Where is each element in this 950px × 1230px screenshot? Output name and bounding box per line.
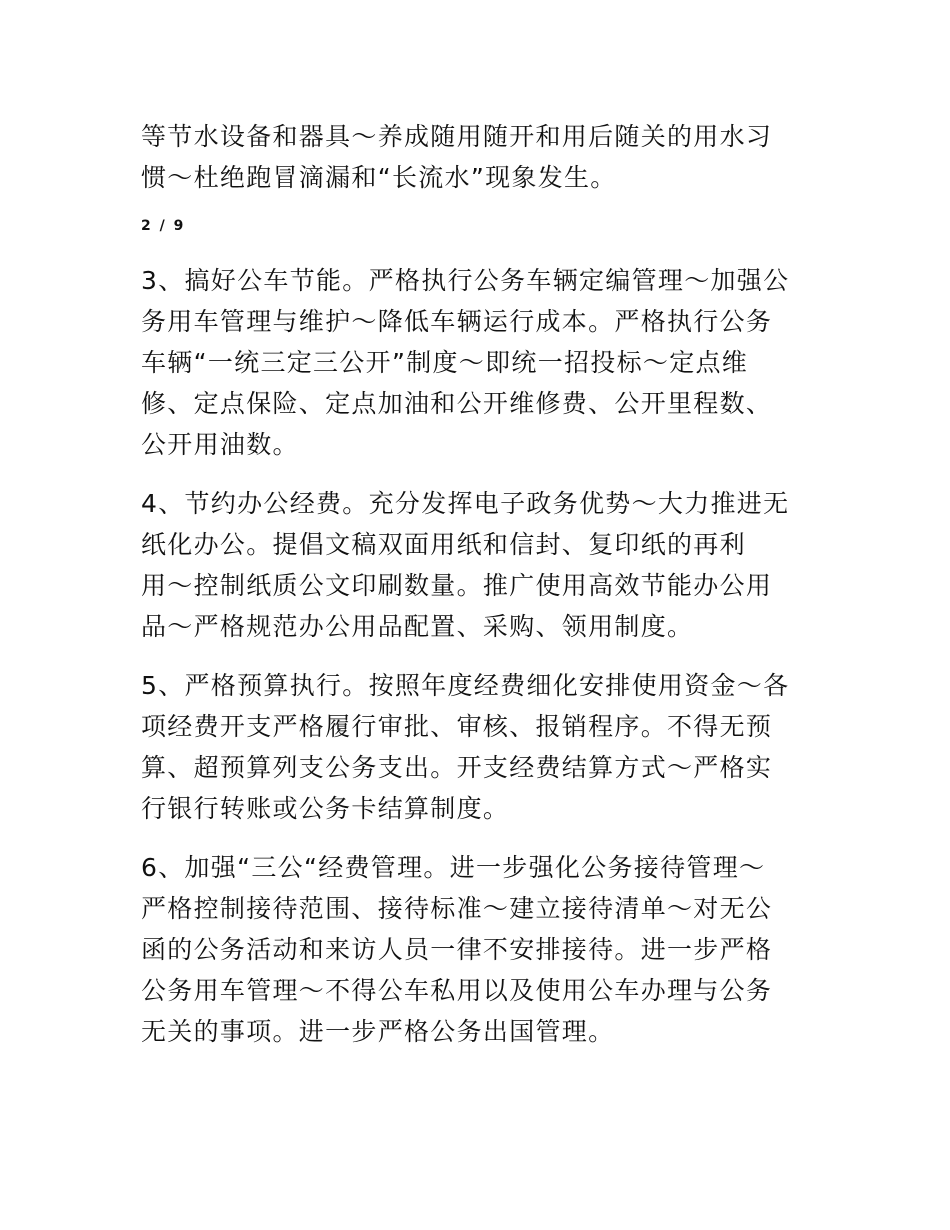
intro-line: 等节水设备和器具～养成随用随开和用后随关的用水习 bbox=[141, 122, 773, 151]
intro-line: 惯～杜绝跑冒滴漏和“长流水”现象发生。 bbox=[141, 163, 617, 192]
paragraph-5-line: 5、严格预算执行。按照年度经费细化安排使用资金～各 bbox=[141, 671, 790, 700]
paragraph-6-line: 6、加强“三公“经费管理。进一步强化公务接待管理～ bbox=[141, 853, 766, 882]
paragraph-4-line: 4、节约办公经费。充分发挥电子政务优势～大力推进无 bbox=[141, 489, 790, 518]
paragraph-4-line: 品～严格规范办公用品配置、采购、领用制度。 bbox=[141, 612, 694, 641]
paragraph-6-line: 无关的事项。进一步严格公务出国管理。 bbox=[141, 1017, 615, 1046]
paragraph-6-line: 函的公务活动和来访人员一律不安排接待。进一步严格 bbox=[141, 935, 773, 964]
paragraph-3-line: 公开用油数。 bbox=[141, 430, 299, 459]
paragraph-3-line: 务用车管理与维护～降低车辆运行成本。严格执行公务 bbox=[141, 307, 773, 336]
paragraph-4-line: 用～控制纸质公文印刷数量。推广使用高效节能办公用 bbox=[141, 571, 773, 600]
paragraph-6-line: 严格控制接待范围、接待标准～建立接待清单～对无公 bbox=[141, 894, 773, 923]
paragraph-4-line: 纸化办公。提倡文稿双面用纸和信封、复印纸的再利 bbox=[141, 530, 746, 559]
paragraph-3-line: 车辆“一统三定三公开”制度～即统一招投标～定点维 bbox=[141, 348, 749, 377]
paragraph-3-line: 修、定点保险、定点加油和公开维修费、公开里程数、 bbox=[141, 389, 773, 418]
paragraph-5-line: 算、超预算列支公务支出。开支经费结算方式～严格实 bbox=[141, 753, 773, 782]
paragraph-5-line: 项经费开支严格履行审批、审核、报销程序。不得无预 bbox=[141, 712, 773, 741]
page-number: 2 / 9 bbox=[141, 218, 186, 234]
paragraph-5-line: 行银行转账或公务卡结算制度。 bbox=[141, 794, 510, 823]
paragraph-3-line: 3、搞好公车节能。严格执行公务车辆定编管理～加强公 bbox=[141, 266, 790, 295]
paragraph-6-line: 公务用车管理～不得公车私用以及使用公车办理与公务 bbox=[141, 976, 773, 1005]
